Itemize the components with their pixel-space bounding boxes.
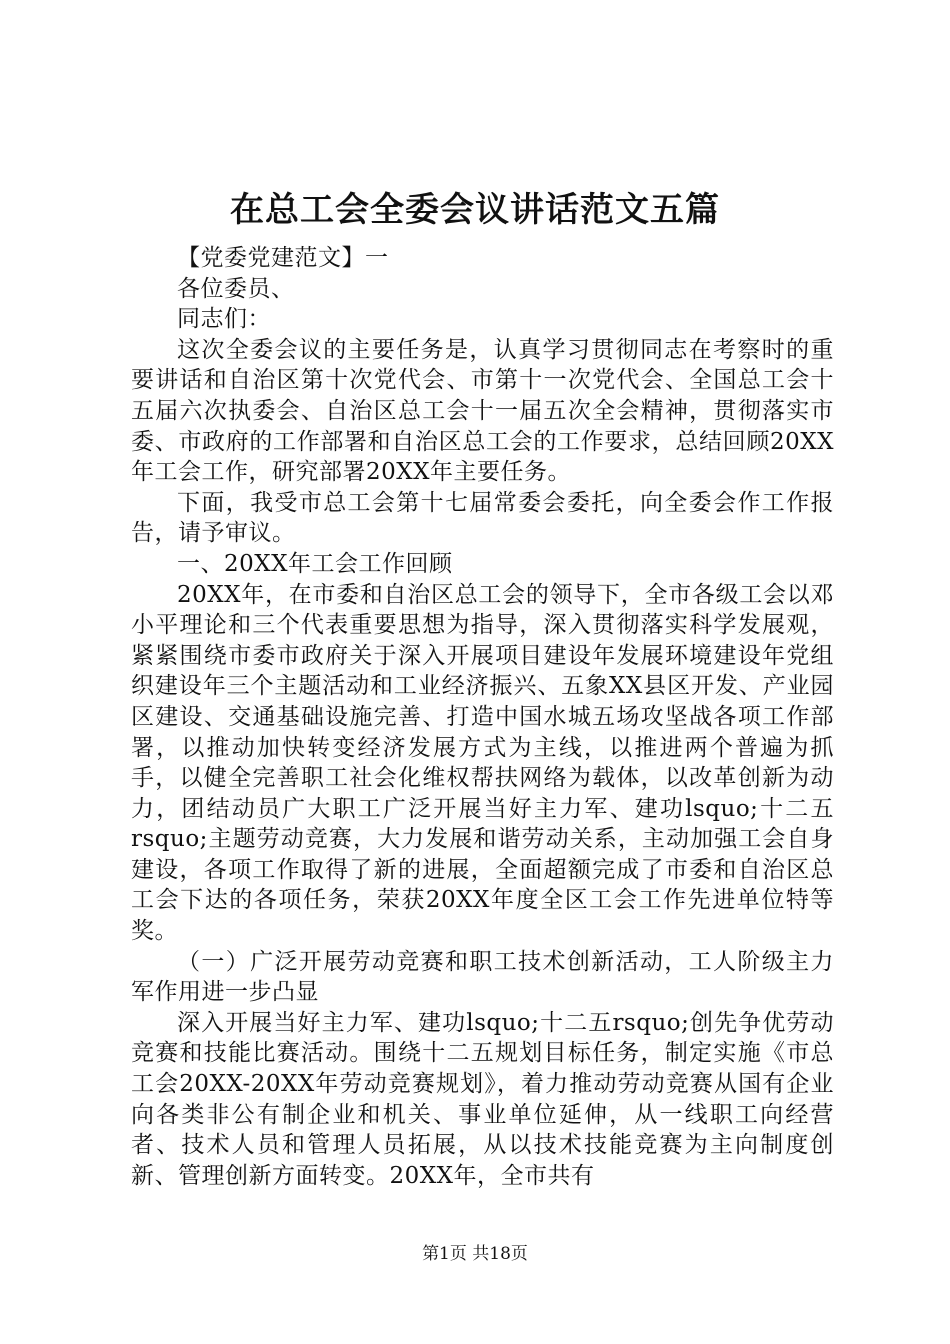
paragraph-salutation-comrades: 同志们：	[177, 306, 271, 333]
document-title: 在总工会全委会议讲话范文五篇	[230, 190, 720, 230]
document-body	[131, 243, 834, 1191]
paragraph-annual-review: 20XX年，在市委和自治区总工会的领导下，全市各级工会以邓小平理论和三个代表重要思想为指导，深入贯彻落实科学发展观，紧紧围绕市委市政府关于深入开展项目建设年发展环境建设年党组织建设年三个主题活动和工业经济振兴、五象XX县区开发、产业园区建设、交通基础设施完善、打造中国水城五场攻坚战各项工作部署，以推动加快转变经济发展方式为主线，以推进两个普遍为抓手，以健全完善职工社会化维权帮扶网络为载体，以改革创新为动力，团结动员广大职工广泛开展当好主力军、建功lsquo;十二五rsquo;主题劳动竞赛，大力发展和谐劳动关系，主动加强工会自身建设，各项工作取得了新的进展，全面超额完成了市委和自治区总工会下达的各项任务，荣获20XX年度全区工会工作先进单位特等奖。	[131, 581, 834, 945]
page-footer: 第1页 共18页	[422, 1244, 528, 1264]
paragraph-heading-tag: 【党委党建范文】一	[177, 245, 389, 271]
paragraph-competition-details: 深入开展当好主力军、建功lsquo;十二五rsquo;创先争优劳动竞赛和技能比赛活动。围绕十二五规划目标任务，制定实施《市总工会20XX-20XX年劳动竞赛规划》，着力推动劳动竞赛从国有企业向各类非公有制企业和机关、事业单位延伸，从一线职工向经营者、技术人员和管理人员拓展，从以技术技能竞赛为主向制度创新、管理创新方面转变。20XX年，全市共有	[131, 1009, 834, 1189]
section-heading-review: 一、20XX年工会工作回顾	[177, 550, 453, 577]
paragraph-salutation-members: 各位委员、	[177, 275, 295, 302]
paragraph-report-intro: 下面，我受市总工会第十七届常委会委托，向全委会作工作报告，请予审议。	[131, 489, 834, 547]
paragraph-meeting-tasks: 这次全委会议的主要任务是，认真学习贯彻同志在考察时的重要讲话和自治区第十次党代会、市第十一次党代会、全国总工会十五届六次执委会、自治区总工会十一届五次全会精神，贯彻落实市委、市政府的工作部署和自治区总工会的工作要求，总结回顾20XX年工会工作，研究部署20XX年主要任务。	[131, 336, 834, 486]
subsection-heading-competition: （一）广泛开展劳动竞赛和职工技术创新活动，工人阶级主力军作用进一步凸显	[131, 948, 834, 1006]
